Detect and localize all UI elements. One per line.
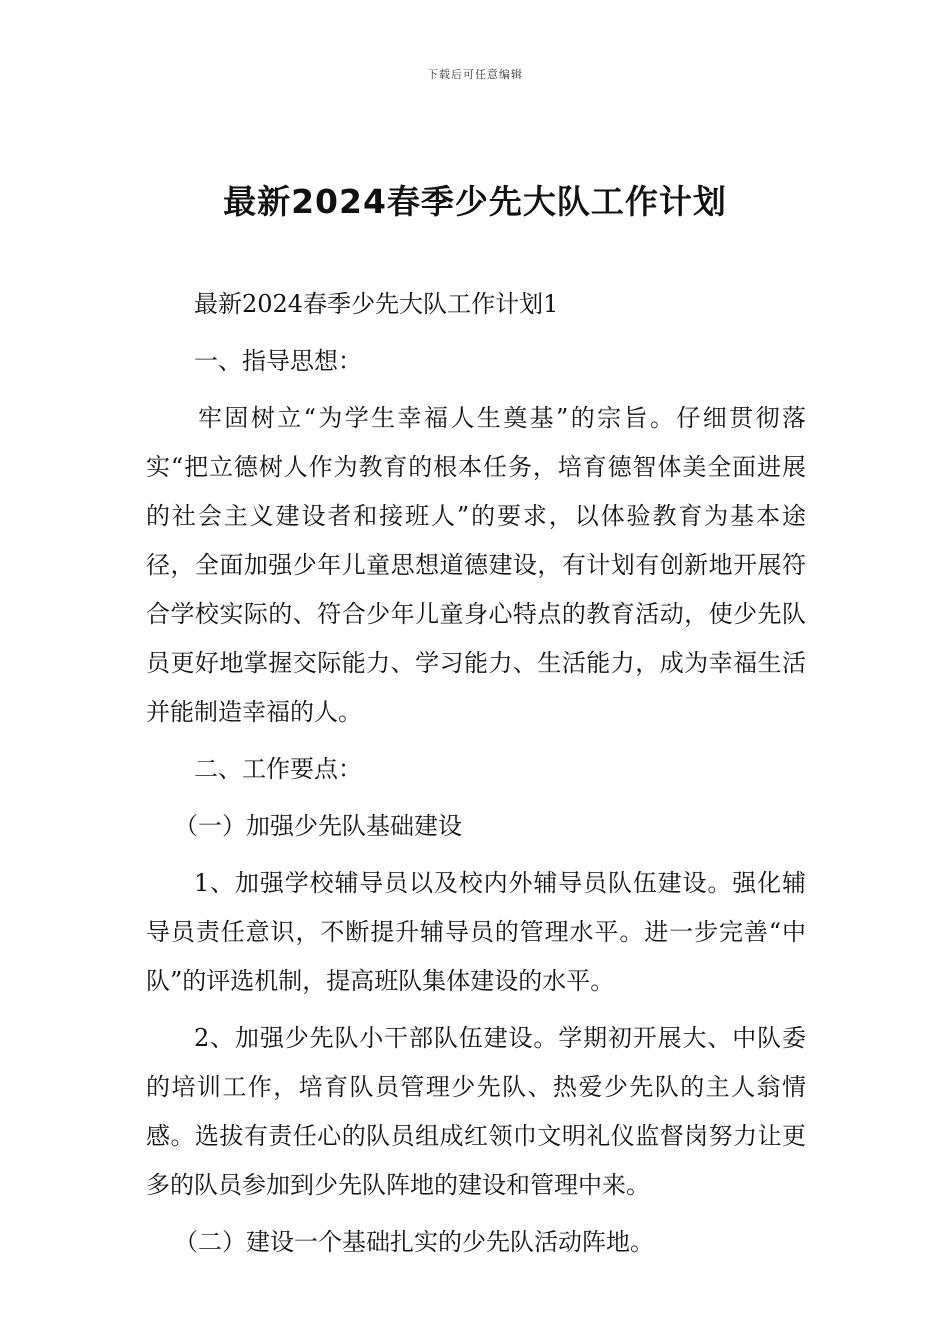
document-body [146, 280, 806, 1267]
section-heading-1: 一、指导思想： [194, 347, 362, 375]
spacer [146, 329, 806, 337]
paragraph-item-2: 2、加强少先队小干部队伍建设。学期初开展大、中队委的培训工作，培育队员管理少先队、热爱少先队的主人翁情感。选拔有责任心的队员组成红领巾文明礼仪监督岗努力让更多的队员参加到少先队阵地的建设和管理中来。 [146, 1024, 806, 1199]
spacer [146, 851, 806, 859]
document-subtitle: 最新2024春季少先大队工作计划1 [194, 290, 559, 318]
spacer [146, 1006, 806, 1014]
document-title: 最新2024春季少先大队工作计划 [223, 182, 727, 221]
header-note: 下载后可任意编辑 [427, 68, 523, 81]
paragraph-item-1: 1、加强学校辅导员以及校内外辅导员队伍建设。强化辅导员责任意识，不断提升辅导员的管理水平。进一步完善“中队”的评选机制，提高班队集体建设的水平。 [146, 869, 806, 995]
sub-heading-2: （二）建设一个基础扎实的少先队活动阵地。 [174, 1228, 654, 1256]
spacer [146, 794, 806, 802]
spacer [146, 737, 806, 745]
sub-heading-1: （一）加强少先队基础建设 [174, 812, 462, 840]
section-heading-2: 二、工作要点： [194, 755, 362, 783]
spacer [146, 386, 806, 394]
paragraph-guiding-ideology: 牢固树立“为学生幸福人生奠基”的宗旨。仔细贯彻落实“把立德树人作为教育的根本任务，培育德智体美全面进展的社会主义建设者和接班人”的要求，以体验教育为基本途径，全面加强少年儿童思想道德建设，有计划有创新地开展符合学校实际的、符合少年儿童身心特点的教育活动，使少先队员更好地掌握交际能力、学习能力、生活能力，成为幸福生活并能制造幸福的人。 [146, 404, 806, 726]
spacer [146, 1210, 806, 1218]
